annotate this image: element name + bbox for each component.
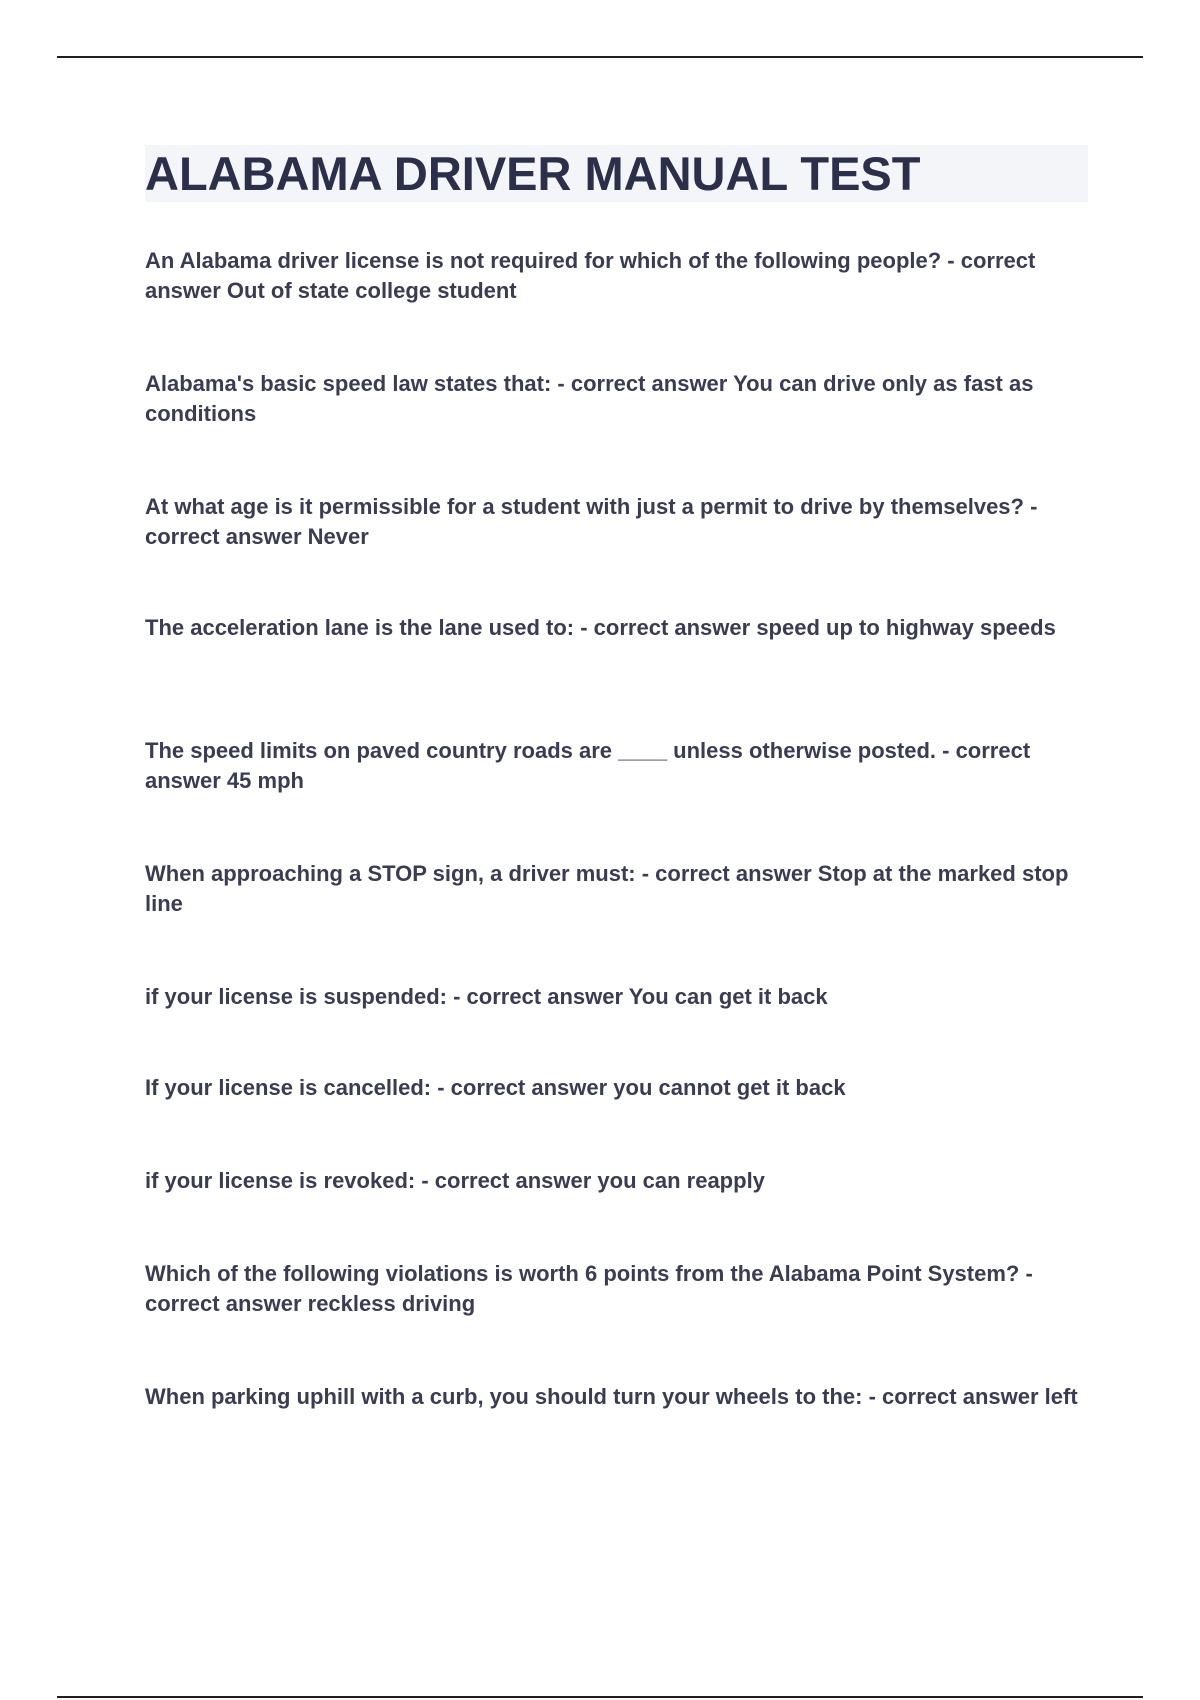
qa-item: if your license is suspended: - correct answer You can get it back — [145, 984, 828, 1009]
qa-item: The acceleration lane is the lane used to: - correct answer speed up to highway speeds — [145, 615, 1056, 640]
qa-item: When approaching a STOP sign, a driver must: - correct answer Stop at the marked stop line — [145, 861, 1069, 916]
qa-item: The speed limits on paved country roads are ____ unless otherwise posted. - correct answer 45 mph — [145, 738, 1031, 793]
qa-item: If your license is cancelled: - correct answer you cannot get it back — [145, 1075, 846, 1100]
bottom-rule — [57, 1696, 1143, 1698]
page-title: ALABAMA DRIVER MANUAL TEST — [145, 147, 921, 200]
qa-item: if your license is revoked: - correct answer you can reapply — [145, 1168, 765, 1193]
qa-item: When parking uphill with a curb, you should turn your wheels to the: - correct answer left — [145, 1384, 1078, 1409]
qa-item: At what age is it permissible for a student with just a permit to drive by themselves? - correct answer Never — [145, 494, 1038, 549]
qa-item: Alabama's basic speed law states that: - correct answer You can drive only as fast as conditions — [145, 371, 1034, 426]
qa-item: An Alabama driver license is not required for which of the following people? - correct answer Out of state college student — [145, 248, 1036, 303]
qa-item: Which of the following violations is worth 6 points from the Alabama Point System? - correct answer reckless driving — [145, 1261, 1033, 1316]
top-rule — [57, 56, 1143, 58]
